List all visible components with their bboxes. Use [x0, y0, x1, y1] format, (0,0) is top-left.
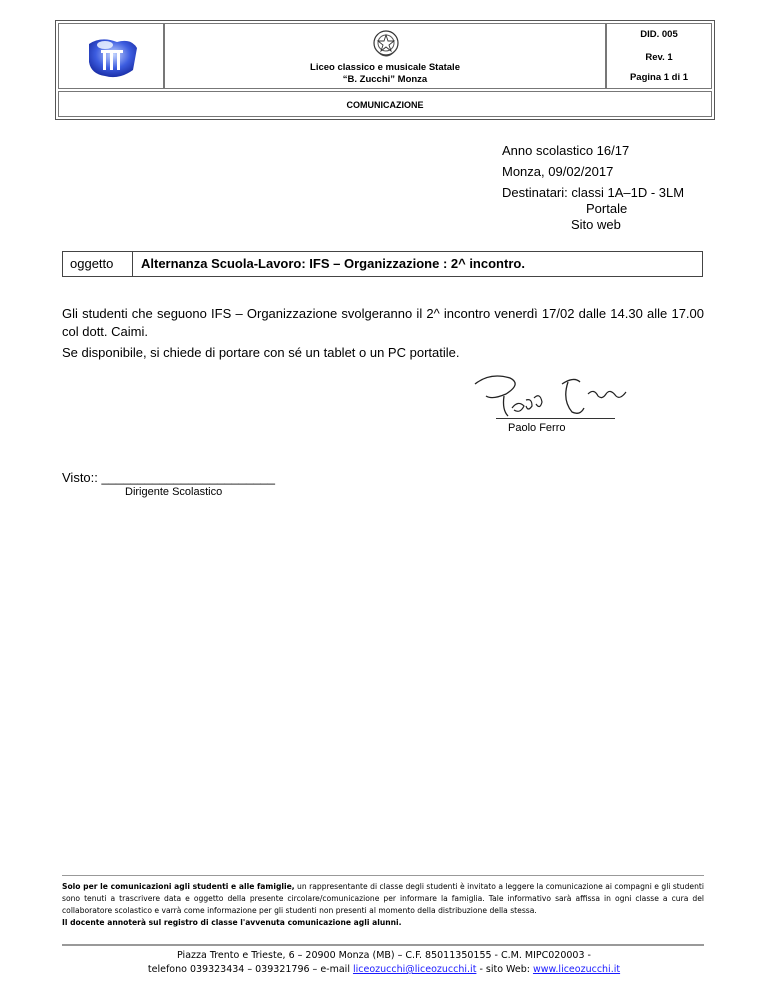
handwritten-signature — [470, 370, 640, 422]
doc-id: DID. 005 — [640, 29, 678, 40]
recipient-sito-web: Sito web — [571, 217, 621, 232]
recipient-portale: Portale — [586, 201, 628, 216]
signature-line — [496, 418, 615, 419]
footer-phone: telefono 039323434 – 039321796 – e-mail — [147, 964, 353, 975]
footer-note-bold: Solo per le comunicazioni agli studenti e alle famiglie, — [62, 882, 295, 891]
visto-line: Visto:: ________________________ — [62, 470, 276, 485]
subject-label: oggetto — [63, 252, 133, 276]
footer-divider — [62, 875, 704, 876]
school-name-cell — [164, 23, 606, 89]
doc-revision: Rev. 1 — [645, 52, 673, 63]
visto-role: Dirigente Scolastico — [125, 486, 223, 498]
recipients: Destinatari: classi 1A–1D - 3LM — [502, 185, 685, 200]
signatory-name: Paolo Ferro — [508, 422, 566, 434]
school-name-line2: “B. Zucchi” Monza — [342, 74, 428, 85]
subject-box — [62, 251, 703, 277]
footer-note — [62, 881, 704, 929]
republic-emblem-icon — [372, 28, 400, 58]
school-year: Anno scolastico 16/17 — [502, 143, 630, 158]
website-link[interactable]: www.liceozucchi.it — [532, 964, 621, 975]
subject-text: Alternanza Scuola-Lavoro: IFS – Organizzazione : 2^ incontro. — [141, 256, 525, 271]
doc-type-label: COMUNICAZIONE — [58, 91, 712, 117]
footer-note-last: Il docente annoterà sul registro di classe l'avvenuta comunicazione agli alunni. — [62, 918, 402, 927]
email-link[interactable]: liceozucchi@liceozucchi.it — [352, 964, 477, 975]
place-date: Monza, 09/02/2017 — [502, 164, 614, 179]
doc-meta-cell — [606, 23, 712, 89]
body-paragraph-1: Gli studenti che seguono IFS – Organizzazione svolgeranno il 2^ incontro venerdì 17/02 dalle 14.30 alle 17.00 col dott. Caimi. — [62, 306, 704, 339]
body-paragraph-2: Se disponibile, si chiede di portare con sé un tablet o un PC portatile. — [62, 345, 460, 360]
school-logo-cell — [58, 23, 164, 89]
footer-site-label: - sito Web: — [476, 964, 533, 975]
school-name-line1: Liceo classico e musicale Statale — [310, 62, 460, 73]
footer-address-line1: Piazza Trento e Trieste, 6 – 20900 Monza (MB) – C.F. 85011350155 - C.M. MIPC020003 - — [177, 950, 591, 961]
doc-page-count: Pagina 1 di 1 — [629, 72, 689, 83]
footer-note-text: un rappresentante di classe degli studenti è invitato a leggere la comunicazione ai compagni e gli studenti sono tenuti a trascrivere data e oggetto della presente circolare/comunicazione per informare la famiglia. Tale informativo sarà affissa in ogni classe a cura del collaboratore scolastico e varrà come informazione per gli studenti non presenti al momento della distribuzione della stessa. — [62, 882, 704, 915]
document-header — [55, 20, 715, 120]
footer-divider-2 — [62, 944, 704, 946]
footer-address-line2 — [0, 964, 768, 975]
school-logo-icon — [83, 34, 143, 82]
